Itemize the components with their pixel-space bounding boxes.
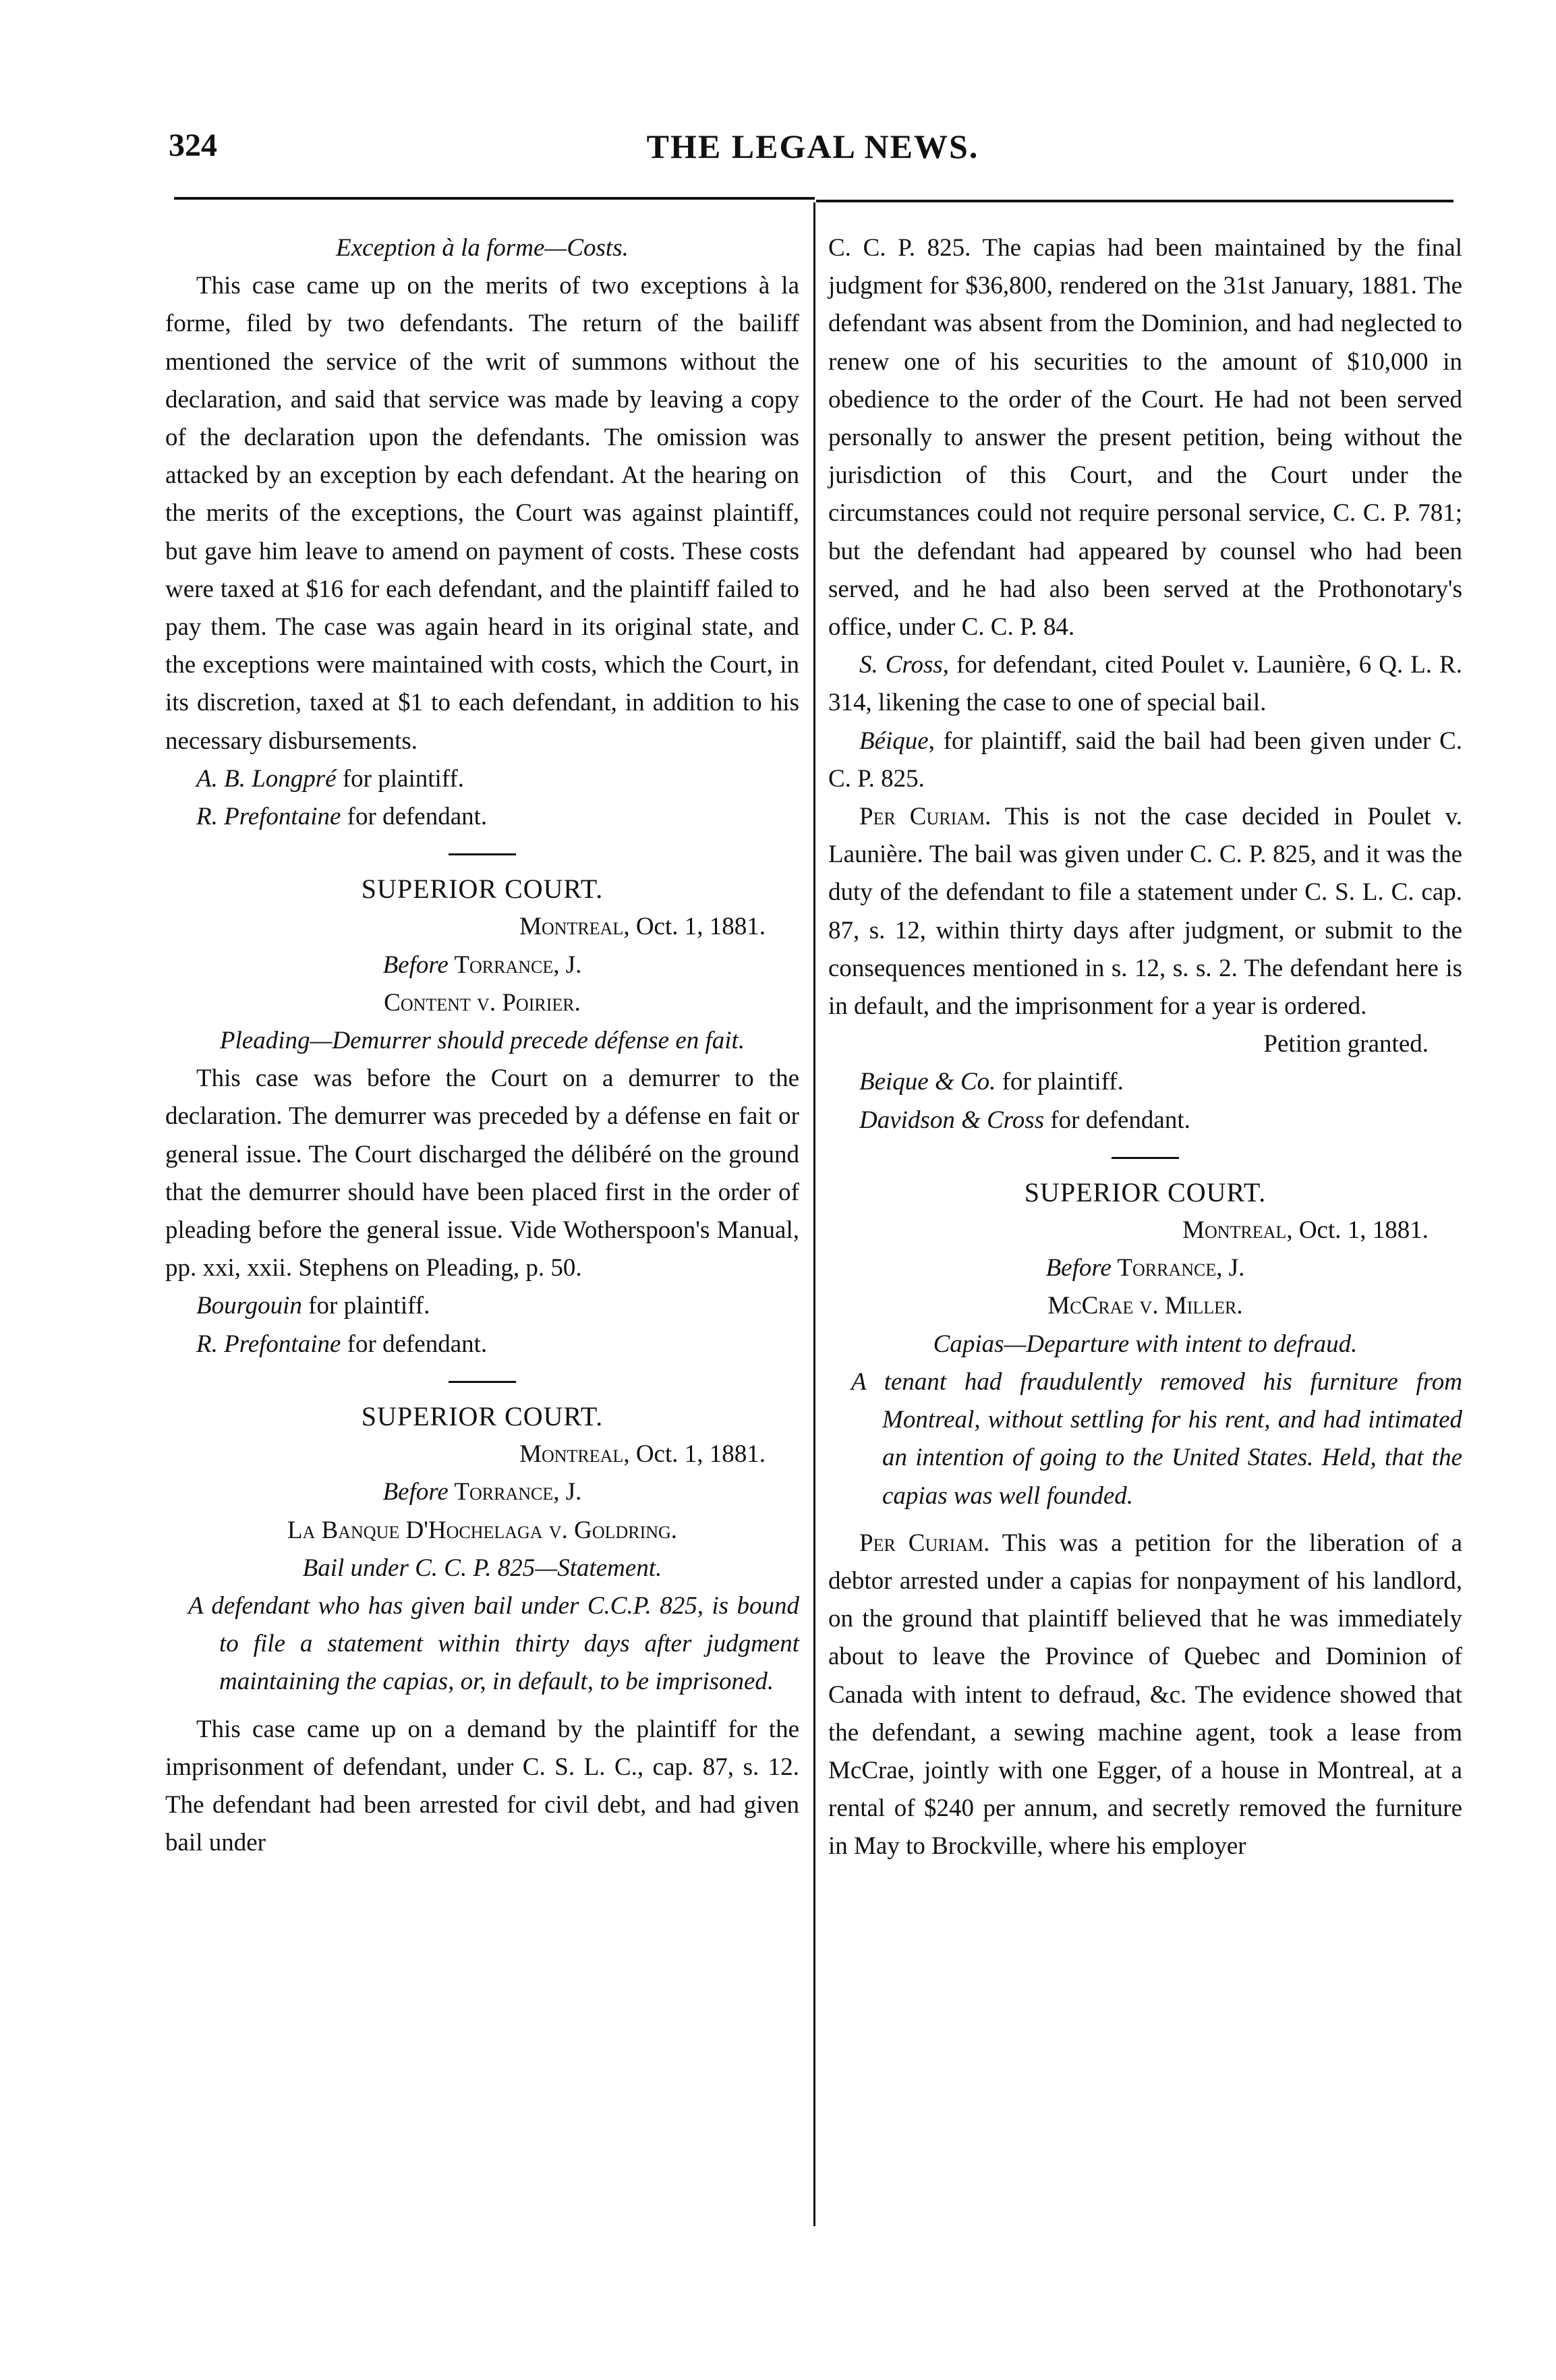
judgment-text: This is not the case decided in Poulet v. Launière. The bail was given under C. C. P. 825, and it was the duty of the defendant to file a statement under C. S. L. C. cap. 87, s. 12, within thirty days after judgment, or submit to the consequences mentioned in s. 12, s. s. 2. The defendant here is in default, and the imprisonment for a year is ordered. xyxy=(828,803,1463,1021)
place-date xyxy=(828,1212,1462,1249)
before-label: Before xyxy=(382,1478,449,1506)
place: Montreal xyxy=(1182,1216,1287,1245)
case-subject-heading: Bail under C. C. P. 825—Statement. xyxy=(302,1554,662,1582)
running-title: THE LEGAL NEWS. xyxy=(646,128,979,165)
case-subject-heading: Pleading—Demurrer should precede défense en fait. xyxy=(219,1027,745,1055)
counsel-role: for plaintiff. xyxy=(996,1068,1124,1096)
counsel-name: S. Cross xyxy=(859,651,943,679)
header-rule xyxy=(174,197,815,200)
counsel-name: Béique xyxy=(859,727,929,755)
counsel-name: R. Prefontaine xyxy=(196,803,341,831)
case-parties: La Banque D'Hochelaga v. Goldring. xyxy=(287,1516,678,1544)
judge: Torrance, J. xyxy=(448,1478,582,1506)
place-date xyxy=(165,1436,799,1473)
page-header xyxy=(169,127,1457,181)
case-subject-heading: Exception à la forme—Costs. xyxy=(336,234,629,262)
court-heading: SUPERIOR COURT. xyxy=(361,1400,604,1432)
judgment-text: This was a petition for the liberation of a debtor arrested under a capias for nonpayment of his landlord, on the ground that plaintiff believed that he was immediately about to leave the Province of Quebec and Dominion of Canada with intent to defraud, &c. The evidence showed that the defendant, a sewing machine agent, took a lease from McCrae, jointly with one Egger, of a house in Montreal, at a rental of $240 per annum, and secretly removed the furniture in May to Brockville, where his employer xyxy=(828,1529,1462,1861)
counsel-line xyxy=(828,1063,1462,1101)
before-label: Before xyxy=(382,951,449,979)
counsel-name: A. B. Longpré xyxy=(196,764,337,793)
counsel-role: for defendant. xyxy=(341,803,488,831)
page-number: 324 xyxy=(169,128,217,163)
right-column xyxy=(828,229,1462,1866)
counsel-line xyxy=(165,798,799,836)
per-curiam-label: Per Curiam. xyxy=(859,803,991,831)
place-date xyxy=(165,908,799,946)
counsel-role: for defendant. xyxy=(1044,1106,1190,1134)
argument-text: , for plaintiff, said the bail had been given under C. C. P. 825. xyxy=(828,727,1462,793)
judge-line xyxy=(165,946,799,984)
section-rule xyxy=(449,853,516,855)
judgment-paragraph xyxy=(828,1525,1462,1866)
court-heading: SUPERIOR COURT. xyxy=(361,874,604,905)
per-curiam-label: Per Curiam. xyxy=(859,1529,990,1557)
case-syllabus: A defendant who has given bail under C.C.P. 825, is bound to file a statement within thirty days after judgment maintaining the capias, or, in default, to be imprisoned. xyxy=(188,1591,799,1696)
before-label: Before xyxy=(1045,1254,1112,1282)
date: , Oct. 1, 1881. xyxy=(1286,1216,1429,1245)
counsel-role: for plaintiff. xyxy=(301,1292,430,1320)
counsel-name: Davidson & Cross xyxy=(859,1106,1045,1134)
place: Montreal xyxy=(519,1440,624,1469)
counsel-line xyxy=(165,1326,799,1363)
case-syllabus: A tenant had fraudulently removed his furniture from Montreal, without settling for his rent, and had intimated an intention of going to the United States. Held, that the capias was well founded. xyxy=(851,1367,1462,1510)
column-divider xyxy=(813,202,815,2226)
date: , Oct. 1, 1881. xyxy=(623,1440,766,1469)
counsel-line xyxy=(828,1102,1462,1139)
header-rule xyxy=(816,200,1453,202)
court-heading: SUPERIOR COURT. xyxy=(1024,1177,1267,1208)
case-body: This case was before the Court on a demurrer to the declaration. The demurrer was preceded by a défense en fait or general issue. The Court discharged the délibéré on the ground that the demurrer should have been placed first in the order of pleading before the general issue. Vide Wotherspoon's Manual, pp. xxi, xxii. Stephens on Pleading, p. 50. xyxy=(165,1065,799,1282)
judge: Torrance, J. xyxy=(448,951,582,979)
case-parties: McCrae v. Miller. xyxy=(1047,1292,1243,1320)
counsel-name: R. Prefontaine xyxy=(196,1330,341,1358)
judge-line xyxy=(165,1473,799,1511)
counsel-role: for defendant. xyxy=(341,1330,488,1358)
case-body-continued: C. C. P. 825. The capias had been maintained by the final judgment for $36,800, rendered on the 31st January, 1881. The defendant was absent from the Dominion, and had neglected to renew one of his securities to the amount of $10,000 in obedience to the order of the Court. He had not been served personally to answer the present petition, being without the jurisdiction of this Court, and the Court under the circumstances could not require personal service, C. C. P. 781; but the defendant had appeared by counsel who had been served, and he had also been served at the Prothonotary's office, under C. C. P. 84. xyxy=(828,234,1462,642)
argument-paragraph xyxy=(828,722,1462,798)
counsel-line xyxy=(165,760,799,798)
case-result: Petition granted. xyxy=(1263,1030,1429,1058)
section-rule xyxy=(449,1381,516,1383)
judge: Torrance, J. xyxy=(1111,1254,1245,1282)
case-subject-heading: Capias—Departure with intent to defraud. xyxy=(933,1330,1358,1358)
counsel-line xyxy=(165,1287,799,1325)
argument-text: , for defendant, cited Poulet v. Launière, 6 Q. L. R. 314, likening the case to one of special bail. xyxy=(828,651,1462,717)
counsel-name: Beique & Co. xyxy=(859,1068,996,1096)
date: , Oct. 1, 1881. xyxy=(623,913,766,941)
section-rule xyxy=(1112,1157,1179,1159)
left-column xyxy=(165,229,799,1862)
case-parties: Content v. Poirier. xyxy=(384,988,581,1017)
place: Montreal xyxy=(519,913,624,941)
judgment-paragraph xyxy=(828,798,1462,1025)
counsel-role: for plaintiff. xyxy=(336,764,465,793)
counsel-name: Bourgouin xyxy=(196,1292,302,1320)
argument-paragraph xyxy=(828,646,1462,722)
judge-line xyxy=(828,1249,1462,1287)
case-body: This case came up on a demand by the plaintiff for the imprisonment of defendant, under C. S. L. C., cap. 87, s. 12. The defendant had been arrested for civil debt, and had given bail under xyxy=(165,1715,799,1857)
case-body: This case came up on the merits of two exceptions à la forme, filed by two defendants. The return of the bailiff mentioned the service of the writ of summons without the declaration, and said that service was made by leaving a copy of the declaration upon the defendants. The omission was attacked by an exception by each defendant. At the hearing on the merits of the exceptions, the Court was against plaintiff, but gave him leave to amend on payment of costs. These costs were taxed at $16 for each defendant, and the plaintiff failed to pay them. The case was again heard in its original state, and the exceptions were maintained with costs, which the Court, in its discretion, taxed at $1 to each defendant, in addition to his necessary disbursements. xyxy=(165,272,799,755)
